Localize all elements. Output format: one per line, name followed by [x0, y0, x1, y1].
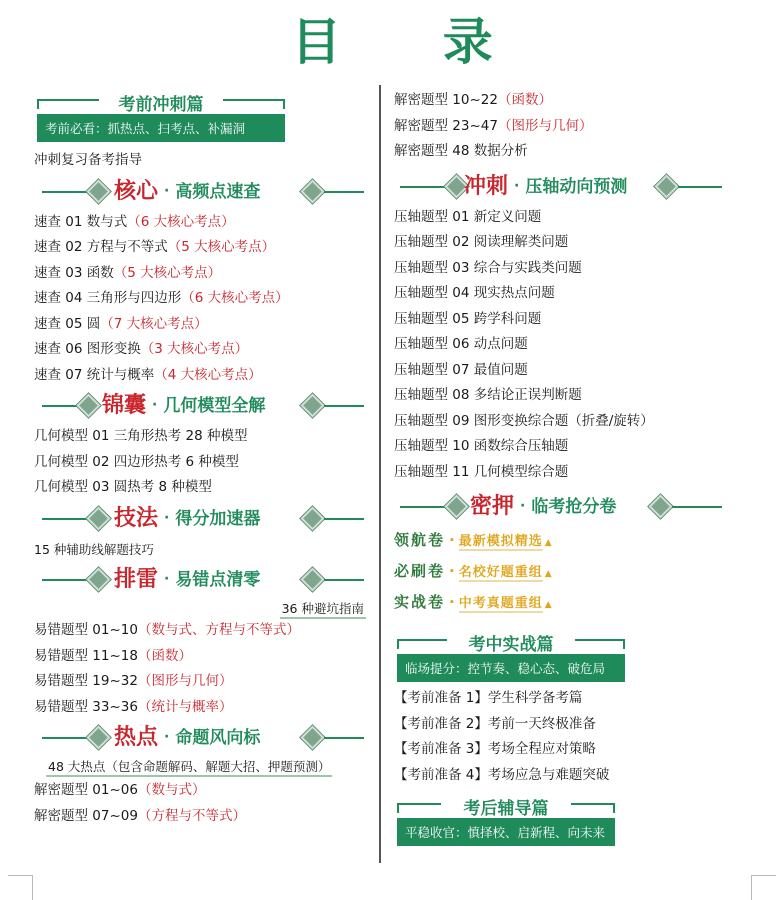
entry-note: （4 大核心考点） [154, 366, 262, 383]
entry-note: （方程与不等式） [137, 807, 246, 824]
section-header-miya: 密押 · 临考抢分卷 [394, 489, 754, 525]
toc-entry[interactable] [34, 312, 370, 338]
toc-entry[interactable]: 压轴题型 11 几何模型综合题 [394, 463, 569, 480]
section-big: 锦囊 [102, 393, 147, 418]
jiemi-right-list [394, 88, 754, 165]
entry-note: （图形与几何） [137, 673, 233, 689]
entry-text: 易错题型 01~10 [34, 622, 138, 638]
toc-entry[interactable]: 【考前准备 1】学生科学备考篇 [394, 690, 583, 706]
toc-entry[interactable]: 几何模型 02 四边形热考 6 种模型 [34, 453, 239, 470]
box-header-exam-sprint [37, 90, 285, 142]
jiemi-left-list [34, 778, 370, 829]
entry-note: （3 大核心考点） [140, 341, 249, 357]
section-big: 密押 [470, 494, 515, 519]
section-header-hexin: 核心 · 高频点速查 [34, 174, 370, 210]
juan-name: 实战卷 [394, 593, 446, 611]
juan-entry[interactable] [394, 556, 754, 587]
juan-desc: 名校好题重组 [458, 565, 543, 580]
toc-entry[interactable]: 压轴题型 09 图形变换综合题（折叠/旋转） [394, 412, 654, 429]
entry-text: 解密题型 23~47 [394, 117, 498, 134]
entry-text: 解密题型 01~06 [34, 782, 138, 798]
section-big: 热点 [114, 725, 159, 750]
juan-name: 领航卷 [394, 531, 446, 549]
toc-entry[interactable] [34, 644, 370, 670]
section-sub: 得分加速器 [175, 508, 261, 529]
toc-entry[interactable] [34, 210, 370, 236]
entry-note: （6 大核心考点） [127, 213, 235, 230]
toc-entry[interactable]: 几何模型 03 圆热考 8 种模型 [34, 479, 212, 495]
toc-entry[interactable]: 压轴题型 05 跨学科问题 [394, 310, 542, 327]
section-header-chongci: 冲刺 · 压轴动向预测 [394, 169, 754, 205]
toc-entry[interactable]: 压轴题型 04 现实热点问题 [394, 285, 555, 301]
entry-note: （7 大核心考点） [100, 315, 208, 332]
toc-entry[interactable] [394, 88, 754, 114]
juan-entry[interactable] [394, 525, 754, 556]
mountain-icon: ▲ [544, 600, 552, 610]
page-corner-mark [8, 875, 33, 900]
intro-line[interactable]: 冲刺复习备考指导 [34, 152, 142, 168]
toc-entry[interactable]: 【考前准备 2】考前一天终极准备 [394, 715, 596, 732]
prep-list [394, 686, 754, 788]
box-header-in-exam [397, 630, 625, 682]
box-subtitle: 临场提分：控节奏、稳心态、破危局 [397, 654, 625, 682]
toc-entry[interactable] [34, 337, 370, 363]
toc-entry[interactable]: 【考前准备 3】考场全程应对策略 [394, 741, 596, 757]
entry-text: 速查 01 数与式 [34, 213, 128, 230]
toc-entry[interactable] [34, 804, 370, 830]
entry-text: 解密题型 10~22 [394, 92, 498, 108]
entry-text: 易错题型 19~32 [34, 673, 138, 689]
dot-separator: · [449, 593, 455, 611]
box-subtitle: 平稳收官：慎择校、启新程、向未来 [397, 818, 615, 846]
redian-tag: 48 大热点（包含命题解码、解题大招、押题预测） [46, 757, 332, 777]
yazhou-list [394, 205, 754, 486]
entry-note: （函数） [497, 92, 552, 108]
section-sub: 高频点速查 [175, 181, 261, 202]
page-title: 目 录 [291, 13, 535, 71]
entry-note: （5 大核心考点） [167, 239, 276, 255]
box-title: 考后辅导篇 [463, 799, 549, 819]
juan-name: 必刷卷 [394, 562, 446, 580]
section-big: 技法 [114, 505, 159, 531]
toc-entry[interactable]: 压轴题型 06 动点问题 [394, 336, 528, 352]
entry-note: （数与式） [137, 782, 206, 798]
toc-entry[interactable] [34, 261, 370, 287]
toc-entry[interactable] [34, 778, 370, 804]
error-list [34, 618, 370, 720]
entry-text: 易错题型 11~18 [34, 647, 138, 664]
section-header-jinnang: 锦囊 · 几何模型全解 [34, 388, 370, 424]
section-sub: 易错点清零 [175, 570, 261, 590]
toc-entry[interactable]: 压轴题型 01 新定义问题 [394, 208, 542, 225]
jifa-line[interactable]: 15 种辅助线解题技巧 [34, 541, 154, 557]
entry-text: 速查 02 方程与不等式 [34, 239, 168, 255]
entry-note: （统计与概率） [137, 698, 233, 715]
box-subtitle: 考前必看：抓热点、扫考点、补漏洞 [37, 114, 285, 142]
entry-text: 解密题型 07~09 [34, 807, 138, 824]
box-title: 考前冲刺篇 [118, 95, 204, 115]
toc-entry[interactable] [34, 286, 370, 312]
toc-entry[interactable] [34, 669, 370, 695]
toc-entry[interactable] [394, 139, 754, 165]
toc-entry[interactable]: 压轴题型 03 综合与实践类问题 [394, 259, 582, 276]
section-sub: 几何模型全解 [163, 396, 266, 416]
section-sub: 临考抢分卷 [531, 497, 617, 517]
section-sub: 命题风向标 [175, 728, 261, 748]
toc-entry[interactable]: 压轴题型 08 多结论正误判断题 [394, 387, 582, 403]
entry-text: 速查 05 圆 [34, 315, 101, 332]
mountain-icon: ▲ [544, 569, 552, 579]
entry-text: 解密题型 48 数据分析 [394, 143, 528, 159]
section-header-pailei: 排雷 · 易错点清零 [34, 562, 370, 598]
entry-text: 速查 04 三角形与四边形 [34, 290, 182, 306]
section-big: 核心 [114, 178, 159, 204]
section-big: 排雷 [114, 567, 159, 592]
juan-desc: 最新模拟精选 [458, 534, 543, 549]
left-column [34, 88, 370, 829]
toc-entry[interactable]: 压轴题型 02 阅读理解类问题 [394, 234, 569, 250]
model-list [34, 424, 370, 501]
juan-desc: 中考真题重组 [458, 596, 543, 611]
juan-list [394, 525, 754, 618]
sucha-list [34, 210, 370, 389]
toc-entry[interactable]: 压轴题型 10 函数综合压轴题 [394, 438, 569, 454]
section-header-redian: 热点 · 命题风向标 [34, 720, 370, 756]
toc-entry[interactable]: 压轴题型 07 最值问题 [394, 361, 528, 378]
toc-entry[interactable] [34, 363, 370, 389]
entry-note: （5 大核心考点） [113, 264, 222, 281]
section-big: 冲刺 [464, 173, 509, 199]
column-divider [379, 85, 381, 863]
entry-text: 速查 06 图形变换 [34, 341, 141, 357]
entry-text: 速查 07 统计与概率 [34, 366, 155, 383]
entry-note: （函数） [137, 647, 192, 664]
dot-separator: · [449, 562, 455, 580]
toc-entry[interactable]: 几何模型 01 三角形热考 28 种模型 [34, 428, 248, 444]
mountain-icon: ▲ [544, 538, 552, 548]
toc-entry[interactable] [394, 114, 754, 140]
page-corner-mark [751, 875, 776, 900]
box-header-after-exam [397, 794, 615, 846]
entry-note: （数与式、方程与不等式） [137, 622, 300, 638]
entry-note: （图形与几何） [497, 117, 593, 134]
toc-entry[interactable] [34, 618, 370, 644]
box-title: 考中实战篇 [468, 635, 554, 655]
juan-entry[interactable] [394, 587, 754, 618]
toc-entry[interactable] [34, 235, 370, 261]
section-header-jifa: 技法 · 得分加速器 [34, 501, 370, 537]
entry-note: （6 大核心考点） [181, 290, 289, 306]
pailei-tag: 36 种避坑指南 [280, 599, 366, 619]
toc-entry[interactable] [34, 695, 370, 721]
toc-entry[interactable]: 【考前准备 4】考场应急与难题突破 [394, 766, 610, 783]
section-sub: 压轴动向预测 [525, 176, 628, 197]
entry-text: 易错题型 33~36 [34, 698, 138, 715]
right-column [394, 88, 754, 846]
entry-text: 速查 03 函数 [34, 264, 114, 281]
dot-separator: · [449, 531, 455, 549]
